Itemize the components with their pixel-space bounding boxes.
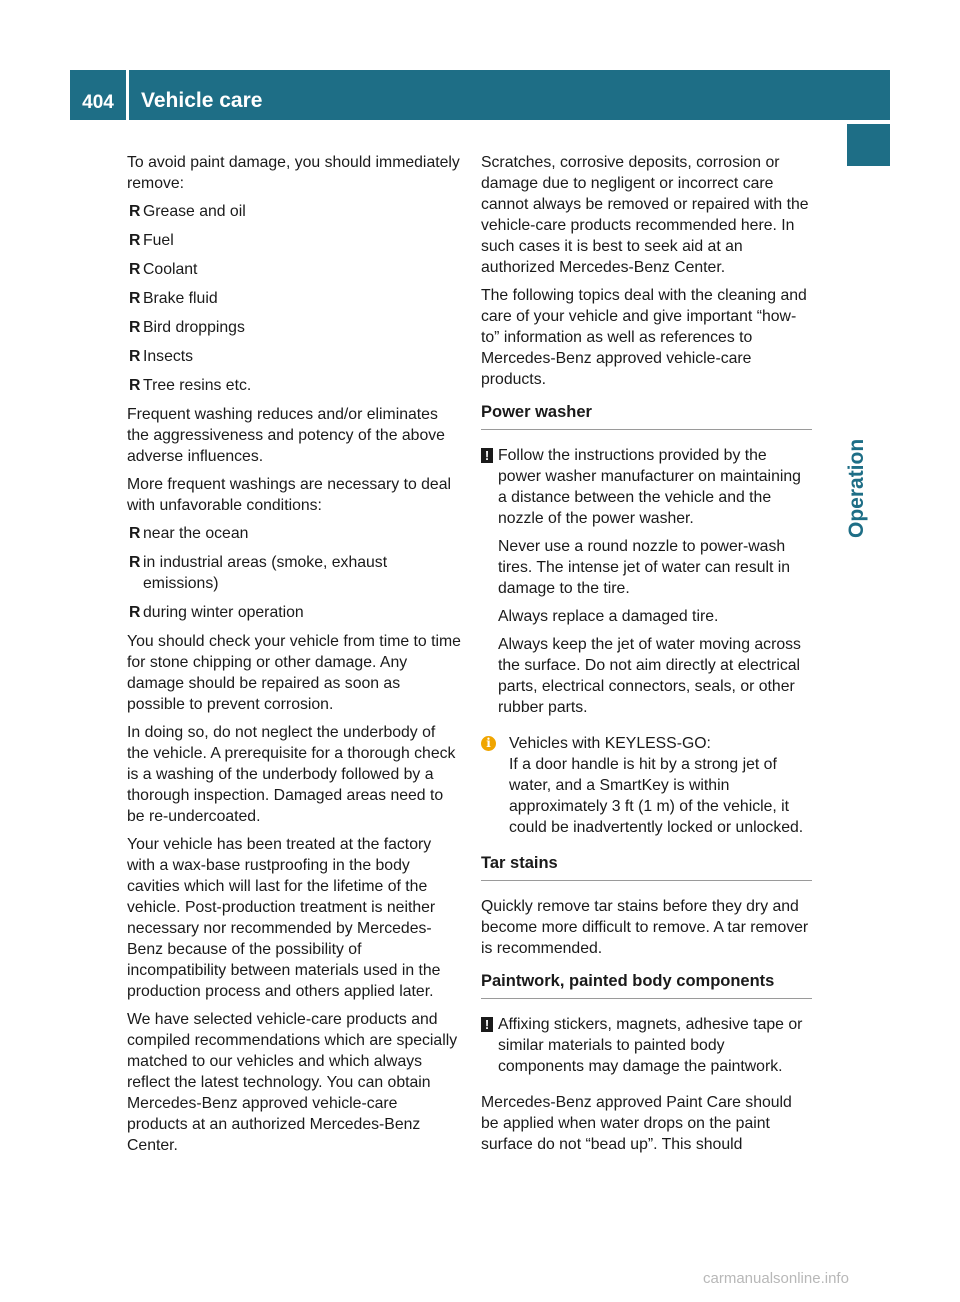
list-item: R Bird droppings: [129, 319, 245, 336]
page-title: Vehicle care: [141, 89, 263, 112]
list-item: R Tree resins etc.: [129, 377, 252, 394]
side-tab: [844, 170, 890, 550]
paragraph: You should check your vehicle from time to time for stone chipping or other damage. Any damage should be repaired as soon as possible to prevent corrosion.: [127, 633, 461, 713]
section-heading-power-washer: Power washer: [481, 402, 812, 430]
side-tab-box: [847, 124, 890, 166]
paragraph: In doing so, do not neglect the underbody of the vehicle. A prerequisite for a thorough check is a washing of the underbody followed by a thorough inspection. Damaged areas need to be re-undercoated.: [127, 724, 456, 825]
right-column: [481, 152, 812, 1162]
paragraph: Mercedes-Benz approved Paint Care should be applied when water drops on the paint surface do not “bead up”. This should: [481, 1094, 792, 1153]
warning-icon: !: [481, 448, 493, 463]
list-item: R Coolant: [129, 261, 198, 278]
paragraph: More frequent washings are necessary to deal with unfavorable conditions:: [127, 476, 452, 514]
list-item: R Brake fluid: [129, 290, 218, 307]
paragraph: Quickly remove tar stains before they dry and become more difficult to remove. A tar remover is recommended.: [481, 898, 809, 957]
paragraph: The following topics deal with the cleaning and care of your vehicle and give important “how-to” information as well as references to Mercedes-Benz approved vehicle-care products.: [481, 287, 807, 388]
watermark: carmanualsonline.info: [703, 1270, 849, 1287]
info-note: i Vehicles with KEYLESS-GO: If a door handle is hit by a strong jet of water, and a SmartKey is within approximately 3 ft (1 m) of the vehicle, it could be inadvertently locked or unlocked.: [481, 733, 812, 838]
list-item: R Grease and oil: [129, 203, 246, 220]
list-item: R in industrial areas (smoke, exhaust emissions): [129, 554, 388, 592]
info-icon: i: [481, 736, 496, 751]
paragraph: We have selected vehicle-care products and compiled recommendations which are specially matched to our vehicles and which always reflect the latest technology. You can obtain Mercedes-Benz approved vehicle-care products at an authorized Mercedes-Benz Center.: [127, 1011, 458, 1154]
left-column: [127, 152, 461, 1163]
list-item: R near the ocean: [129, 525, 249, 542]
warning-icon: !: [481, 1017, 493, 1032]
header-separator: [126, 70, 129, 120]
paragraph: Scratches, corrosive deposits, corrosion or damage due to negligent or incorrect care cannot always be removed or repaired with the vehicle-care products recommended here. In such cases it is best to seek aid at an authorized Mercedes-Benz Center.: [481, 154, 809, 276]
warning-note: ! Affixing stickers, magnets, adhesive tape or similar materials to painted body components may damage the paintwork.: [481, 1014, 812, 1077]
page-number: 404: [82, 92, 114, 113]
section-heading-tar-stains: Tar stains: [481, 853, 812, 881]
warning-note: ! Follow the instructions provided by the power washer manufacturer on maintaining a distance between the vehicle and the nozzle of the power washer. Never use a round nozzle to power-wash tires. The intense jet of water can result in damage to the tire. Always replace a damaged tire. Always keep the jet of water moving across the surface. Do not aim directly at electrical parts, electrical connectors, seals, or other rubber parts.: [481, 445, 812, 718]
paragraph: Your vehicle has been treated at the factory with a wax-base rustproofing in the body cavities which will last for the lifetime of the vehicle. Post-production treatment is neither necessary nor recommended by Mercedes-Benz because of the possibility of incompatibility between materials used in the production process and others applied later.: [127, 836, 441, 1000]
paragraph: Frequent washing reduces and/or eliminates the aggressiveness and potency of the above adverse influences.: [127, 406, 445, 465]
list-item: R during winter operation: [129, 604, 304, 621]
list-item: R Insects: [129, 348, 194, 365]
list-item: R Fuel: [129, 232, 174, 249]
side-tab-label: Operation: [844, 438, 868, 538]
section-heading-paintwork: Paintwork, painted body components: [481, 971, 812, 999]
intro-text: To avoid paint damage, you should immediately remove:: [127, 154, 460, 192]
